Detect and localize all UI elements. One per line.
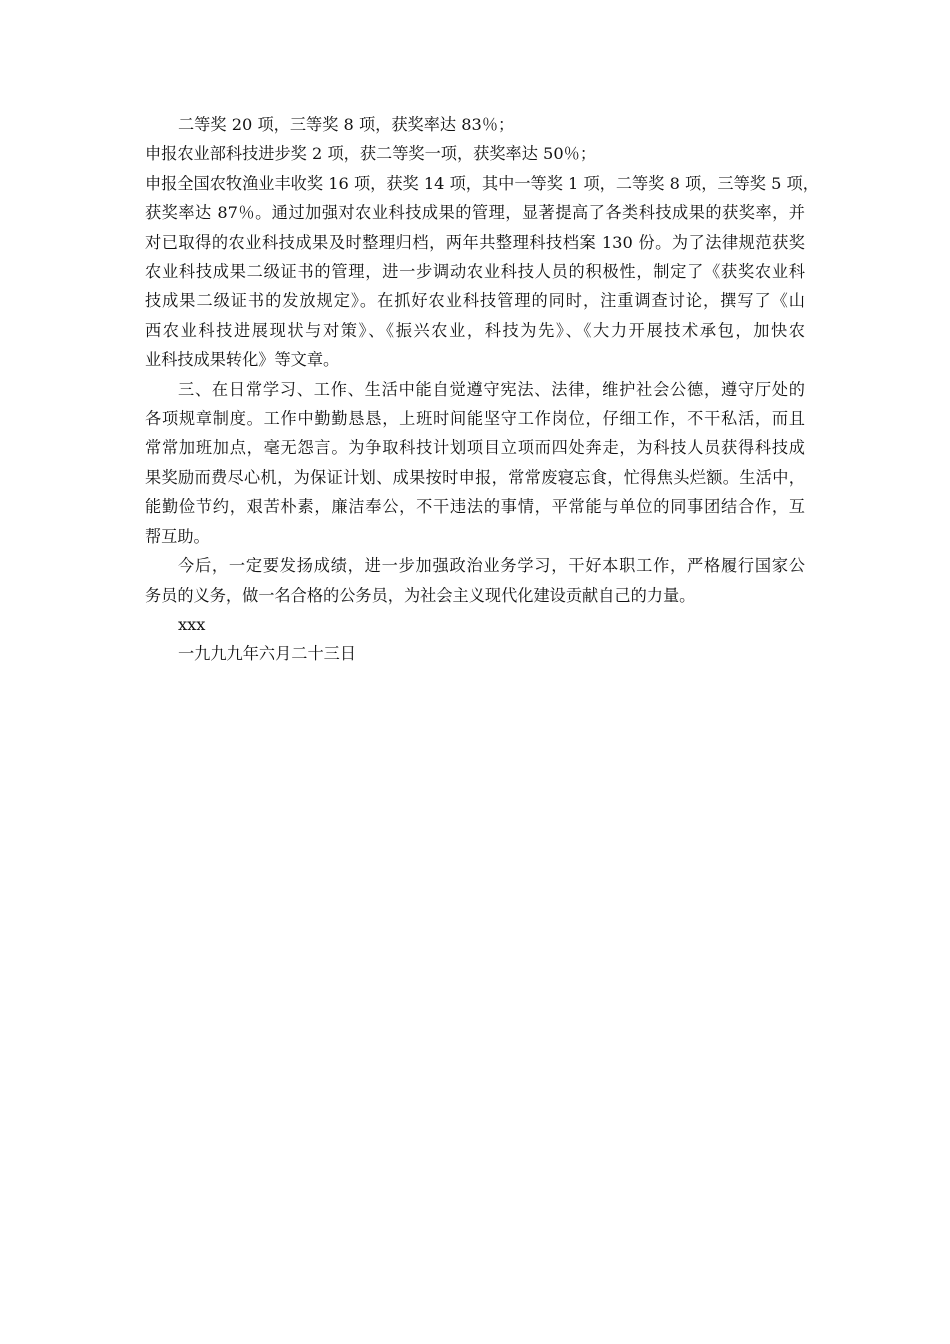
text-line: 对已取得的农业科技成果及时整理归档，两年共整理科技档案 130 份。为了法律规范获奖 — [145, 232, 805, 252]
text-line: 技成果二级证书的发放规定》。在抓好农业科技管理的同时，注重调查讨论，撰写了《山 — [145, 291, 805, 311]
text-line: 帮互助。 — [145, 526, 210, 546]
signature-name: xxx — [178, 614, 206, 634]
text-line: 业科技成果转化》等文章。 — [145, 350, 340, 370]
text-line: 务员的义务，做一名合格的公务员，为社会主义现代化建设贡献自己的力量。 — [145, 585, 696, 605]
text-line: 西农业科技进展现状与对策》、《振兴农业，科技为先》、《大力开展技术承包，加快农 — [145, 320, 805, 340]
text-line: 农业科技成果二级证书的管理，进一步调动农业科技人员的积极性，制定了《获奖农业科 — [145, 262, 805, 282]
text-line-award-summary: 二等奖 20 项，三等奖 8 项，获奖率达 83％； — [178, 115, 515, 134]
text-line-harvest-award: 申报全国农牧渔业丰收奖 16 项，获奖 14 项，其中一等奖 1 项，二等奖 8 项，三等奖 5 项， — [145, 173, 819, 193]
text-line: 获奖率达 87％。通过加强对农业科技成果的管理，显著提高了各类科技成果的获奖率，并 — [145, 203, 805, 223]
text-line-ministry-award: 申报农业部科技进步奖 2 项，获二等奖一项，获奖率达 50％； — [145, 144, 597, 164]
text-line-section-three: 三、在日常学习、工作、生活中能自觉遵守宪法、法律，维护社会公德，遵守厅处的 — [178, 379, 805, 399]
document-body — [145, 110, 819, 669]
text-line: 各项规章制度。工作中勤勤恳恳，上班时间能坚守工作岗位，仔细工作，不干私活，而且 — [145, 409, 805, 429]
text-line: 常常加班加点，毫无怨言。为争取科技计划项目立项而四处奔走，为科技人员获得科技成 — [145, 438, 805, 458]
text-line: 果奖励而费尽心机，为保证计划、成果按时申报，常常废寝忘食，忙得焦头烂额。生活中， — [145, 467, 805, 487]
document-date: 一九九九年六月二十三日 — [178, 644, 357, 664]
text-line-conclusion: 今后，一定要发扬成绩，进一步加强政治业务学习，干好本职工作，严格履行国家公 — [178, 556, 805, 576]
text-line: 能勤俭节约，艰苦朴素，廉洁奉公，不干违法的事情，平常能与单位的同事团结合作，互 — [145, 497, 805, 517]
